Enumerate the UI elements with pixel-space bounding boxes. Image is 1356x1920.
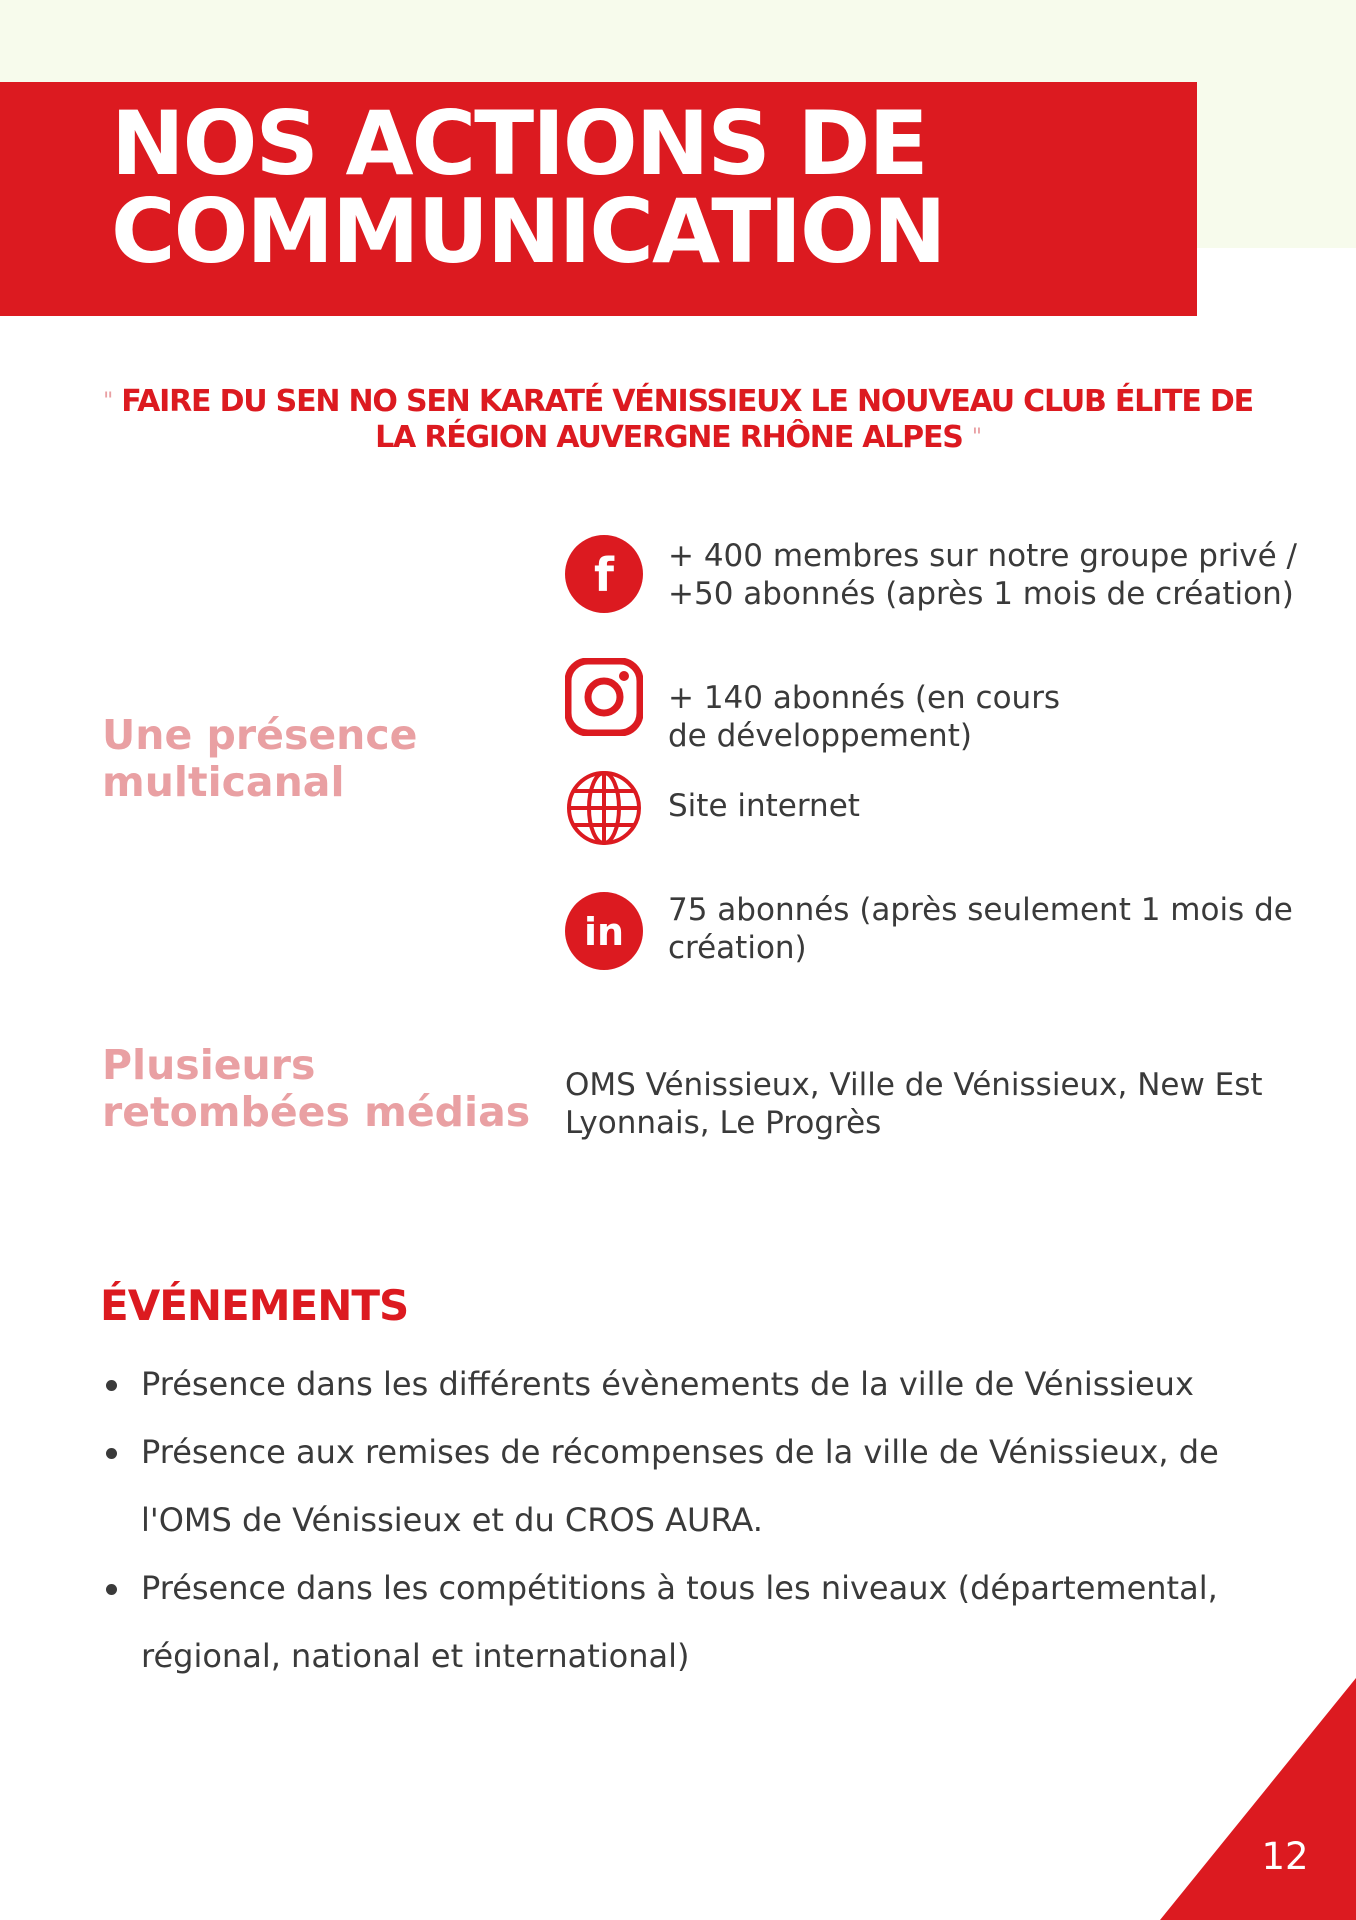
media-label-line-1: Plusieurs (102, 1041, 316, 1089)
instagram-stat-line-2: de développement) (668, 718, 972, 754)
quote-open-mark: " (103, 389, 113, 414)
list-item: Présence dans les compétitions à tous les niveaux (départemental, régional, national et international) (100, 1554, 1290, 1690)
facebook-stat-text: + 400 membres sur notre groupe privé / +50 abonnés (après 1 mois de création) (668, 538, 1298, 612)
club-quote (90, 384, 1266, 456)
list-item: Présence aux remises de récompenses de la ville de Vénissieux, de l'OMS de Vénissieux et du CROS AURA. (100, 1418, 1290, 1554)
website-text: Site internet (668, 788, 860, 824)
instagram-stat-line-1: + 140 abonnés (en cours (668, 680, 1061, 716)
linkedin-stat-text: 75 abonnés (après seulement 1 mois de création) (668, 892, 1293, 966)
svg-text:f: f (593, 548, 615, 602)
svg-text:in: in (583, 910, 625, 954)
instagram-stat-text (668, 679, 1308, 755)
events-list (100, 1350, 1290, 1690)
facebook-icon (565, 535, 643, 613)
instagram-icon (565, 658, 643, 736)
media-text: OMS Vénissieux, Ville de Vénissieux, New Est Lyonnais, Le Progrès (565, 1067, 1263, 1141)
media-label-line-2: retombées médias (102, 1088, 531, 1136)
presence-label-line-1: Une présence (102, 711, 418, 759)
quote-text: FAIRE DU SEN NO SEN KARATÉ VÉNISSIEUX LE NOUVEAU CLUB ÉLITE DE LA RÉGION AUVERGNE RHÔNE ALPES (121, 384, 1253, 455)
list-item: Présence dans les différents évènements de la ville de Vénissieux (100, 1350, 1290, 1418)
presence-label (102, 712, 417, 806)
media-label (102, 1042, 530, 1136)
linkedin-icon (565, 892, 643, 970)
presence-label-line-2: multicanal (102, 758, 345, 806)
page-number: 12 (1261, 1835, 1309, 1878)
title-line-2: COMMUNICATION (111, 180, 945, 283)
globe-icon (565, 769, 643, 847)
quote-close-mark: " (971, 425, 981, 450)
corner-triangle (1160, 1678, 1356, 1920)
title-line-1: NOS ACTIONS DE (111, 92, 927, 195)
events-heading: ÉVÉNEMENTS (100, 1281, 409, 1330)
page-title (111, 92, 945, 283)
